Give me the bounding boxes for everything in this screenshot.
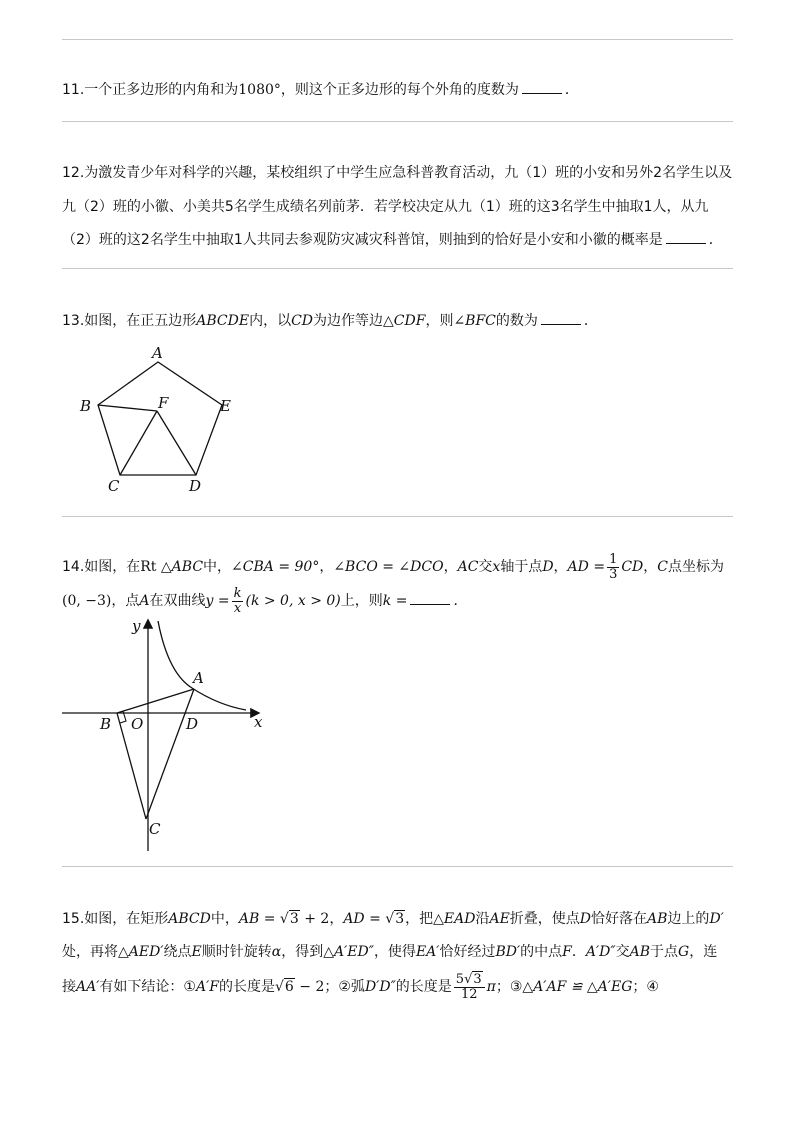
q14-answer-blank[interactable] [410, 591, 450, 605]
q15-aa: AA′ [76, 979, 100, 995]
q15-congruence: △A′AF ≌ △A′EG [522, 979, 633, 995]
q13-side: CD [291, 313, 314, 329]
q15-plus2: + 2 [304, 911, 330, 927]
question-15-line-1 [62, 906, 724, 932]
label-C: C [108, 477, 120, 495]
q15-l3-g: ；④ [632, 979, 659, 995]
q14-coord: (0, −3) [62, 593, 112, 609]
q15-l3-a: 接 [62, 979, 76, 995]
label-D: D [186, 715, 199, 733]
q11-end: ． [564, 82, 579, 98]
q15-ad: AD = [343, 911, 381, 927]
question-14-line-1 [62, 552, 724, 582]
q15-pi: π [486, 979, 496, 995]
label-E: E [220, 397, 231, 415]
question-12-line-3 [62, 230, 723, 250]
label-y: y [132, 617, 141, 635]
segment-FC [120, 411, 157, 475]
q15-sqrt6-radicand: 6 [284, 979, 294, 995]
q15-l1-c: ， [329, 911, 344, 927]
q13-text-a: 13.如图，在正五边形 [62, 313, 197, 329]
q15-ad2: A′D″ [585, 944, 616, 960]
q15-frac-num [454, 973, 485, 988]
q15-ab2: AB [647, 911, 668, 927]
q15-sqrt3: √3 [279, 911, 299, 927]
q15-l2-c: 顺时针旋转 [201, 944, 272, 960]
q14-l1-f: ， [553, 559, 568, 575]
segment-BA [117, 689, 194, 713]
q15-frac-num-a: 5 [455, 971, 465, 987]
q14-l1-g: ， [643, 559, 658, 575]
q15-l1-d: ，把 [405, 911, 434, 927]
label-F: F [158, 394, 169, 412]
question-15-line-3 [62, 972, 659, 1002]
q15-f: F [562, 944, 572, 960]
q14-cond3: (k > 0, x > 0) [245, 593, 341, 609]
q15-l1-a: 15.如图，在矩形 [62, 911, 169, 927]
label-A: A [152, 345, 163, 362]
q14-frac-num: 1 [609, 551, 618, 567]
q15-l2-i: 交 [615, 944, 630, 960]
q15-sqrt3-radicand: 3 [289, 911, 299, 927]
q11-angle: 1080° [238, 82, 281, 98]
q15-l1-b: 中， [210, 911, 239, 927]
q14-a: A [139, 593, 150, 609]
separator-q13 [62, 516, 733, 517]
q15-ea: EA′ [415, 944, 440, 960]
separator-q14 [62, 866, 733, 867]
q15-l2-k: ，连 [689, 944, 718, 960]
q15-arc-fraction [454, 973, 485, 1002]
separator-q12 [62, 268, 733, 269]
q11-text-b: ，则这个正多边形的每个外角的度数为 [280, 82, 519, 98]
q15-frac-sqrt: √3 [464, 971, 482, 987]
question-11 [62, 80, 579, 100]
q14-l1-e: 轴于点 [500, 559, 543, 575]
q14-frac-den: 3 [609, 566, 618, 582]
q15-l2-j: 于点 [650, 944, 679, 960]
q15-tri3: △A′ED″ [323, 944, 374, 960]
q14-l2-a: ，点 [111, 593, 140, 609]
q11-text-a: 11.一个正多边形的内角和为 [62, 82, 239, 98]
q15-ab3: AB [629, 944, 651, 960]
q14-l2-b: 在双曲线 [149, 593, 206, 609]
q15-frac-den: 12 [460, 986, 478, 1002]
q14-l1-a: 14.如图，在 [62, 559, 141, 575]
q15-minus2: − 2 [299, 979, 325, 995]
q15-l3-e: 的长度是 [395, 979, 452, 995]
q13-pentagon-figure [70, 345, 250, 500]
question-12-line-2 [62, 197, 709, 217]
q15-sqrt3-b-radicand: 3 [395, 911, 405, 927]
q15-bd: BD′ [495, 944, 521, 960]
q14-l1-d: 交 [478, 559, 493, 575]
q14-y-eq: y = [205, 593, 230, 609]
segment-BF [98, 405, 157, 411]
q15-arc: D′D″ [364, 979, 396, 995]
q15-ab: AB = [238, 911, 276, 927]
q15-l3-f: ；③ [495, 979, 523, 995]
q15-d: D [579, 911, 592, 927]
q15-e: E [191, 944, 202, 960]
q15-l3-b: 有如下结论：① [99, 979, 196, 995]
q15-frac-sqrt-radicand: 3 [473, 971, 482, 987]
question-14-line-2 [62, 586, 467, 616]
q14-l2-c: 上，则 [340, 593, 383, 609]
q14-cond2: ∠BCO = ∠DCO [333, 559, 444, 575]
q15-l1-h: 边上的 [667, 911, 710, 927]
q15-l3-d: ；②弧 [324, 979, 365, 995]
q15-sqrt3-b: √3 [385, 911, 405, 927]
pentagon-outline [98, 362, 222, 475]
q15-l2-b: 绕点 [163, 944, 192, 960]
q15-l1-f: 折叠，使点 [509, 911, 580, 927]
q15-tri2: △AED′ [118, 944, 164, 960]
q14-l1-h: 点坐标为 [668, 559, 724, 575]
q14-c: C [657, 559, 668, 575]
q13-text-b: 内，以 [249, 313, 292, 329]
q12-line1: 12.为激发青少年对科学的兴趣，某校组织了中学生应急科普教育活动，九（1）班的小安和另外2名学生以及 [62, 165, 733, 181]
q15-g: G [678, 944, 690, 960]
q15-sqrt6: √6 [274, 979, 294, 995]
q14-x: x [492, 559, 501, 575]
q14-frac-x: x [233, 600, 242, 616]
q12-end: ． [708, 232, 723, 248]
q14-k-eq: k = [382, 593, 408, 609]
q13-text-d: ，则 [425, 313, 454, 329]
q14-comma: ， [319, 559, 334, 575]
q15-l2-g: 的中点 [520, 944, 563, 960]
q11-answer-blank[interactable] [522, 80, 562, 94]
q15-l2-a: 处，再将 [62, 944, 118, 960]
q15-l1-g: 恰好落在 [591, 911, 648, 927]
q14-end: ． [453, 593, 468, 609]
q14-cd: CD [621, 559, 644, 575]
q15-l2-f: 恰好经过 [439, 944, 496, 960]
segment-AC [146, 689, 194, 819]
separator-top [62, 39, 733, 40]
q13-angle: ∠BFC [453, 313, 496, 329]
q13-triangle: △CDF [383, 313, 426, 329]
q15-tri1: △EAD [433, 911, 476, 927]
q13-text-e: 的数为 [495, 313, 538, 329]
q14-coordinate-figure [60, 615, 280, 855]
q15-dprime: D′ [709, 911, 724, 927]
q14-l1-b: 中， [203, 559, 232, 575]
label-A: A [193, 669, 204, 687]
q13-text-c: 为边作等边 [313, 313, 384, 329]
q15-rect: ABCD [168, 911, 211, 927]
segment-FD [157, 411, 196, 475]
q15-alpha: α [271, 944, 282, 960]
separator-q11 [62, 121, 733, 122]
q12-line2: 九（2）班的小徽、小美共5名学生成绩名列前茅．若学校决定从九（1）班的这3名学生中抽取1人，从九 [62, 199, 709, 215]
label-C: C [149, 820, 161, 838]
q15-af: A′F [195, 979, 219, 995]
q12-line3: （2）班的这2名学生中抽取1人共同去参观防灾减灾科普馆，则抽到的恰好是小安和小徽的概率是 [62, 232, 663, 248]
q13-pentagon: ABCDE [196, 313, 250, 329]
label-D: D [189, 477, 202, 495]
q13-answer-blank[interactable] [541, 311, 581, 325]
q14-l1-c: ， [443, 559, 458, 575]
q13-end: ． [583, 313, 598, 329]
q15-l3-c: 的长度是 [218, 979, 275, 995]
q15-ae: AE [489, 911, 510, 927]
question-12-line-1 [62, 163, 732, 183]
q14-frac-k: k [233, 585, 242, 601]
q14-rt: Rt [140, 559, 157, 575]
label-O: O [131, 715, 144, 733]
q14-d: D [542, 559, 554, 575]
label-x: x [254, 713, 263, 731]
q14-ac: AC [457, 559, 479, 575]
q12-answer-blank[interactable] [666, 230, 706, 244]
q14-hyperbola-fraction [232, 587, 244, 616]
q14-fraction [607, 553, 619, 582]
q15-l2-d: ，得到 [281, 944, 324, 960]
question-15-line-2 [62, 939, 717, 965]
q15-l1-e: 沿 [475, 911, 490, 927]
q14-triangle: △ABC [160, 559, 204, 575]
question-13 [62, 311, 598, 331]
q14-cond1: ∠CBA = 90° [231, 559, 320, 575]
q14-ad: AD = [567, 559, 606, 575]
label-B: B [100, 715, 112, 733]
label-B: B [80, 397, 92, 415]
q15-l2-h: ． [571, 944, 586, 960]
q15-l2-e: ，使得 [373, 944, 416, 960]
